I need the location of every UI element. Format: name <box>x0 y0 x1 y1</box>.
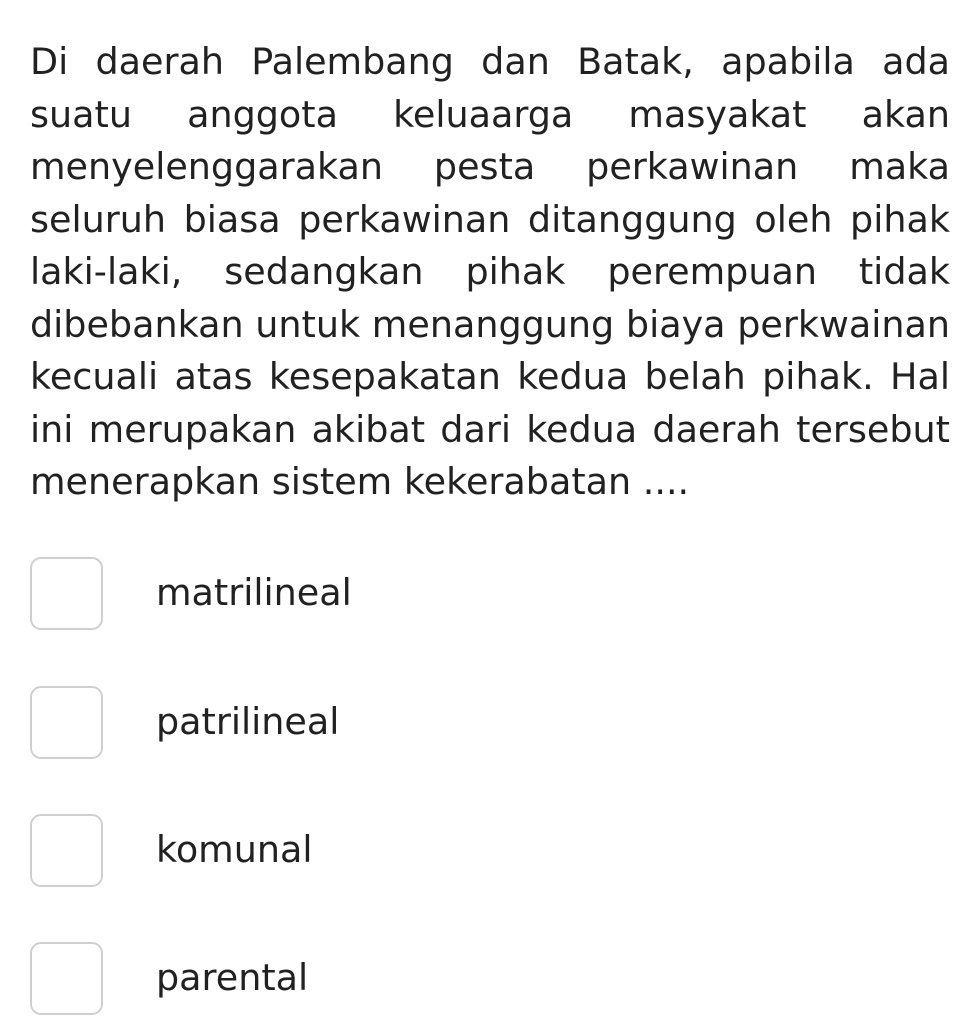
option-patrilineal[interactable] <box>30 683 950 761</box>
checkbox[interactable] <box>30 814 103 887</box>
option-label: komunal <box>156 828 313 871</box>
option-label: matrilineal <box>156 571 352 614</box>
checkbox[interactable] <box>30 557 103 630</box>
option-label: parental <box>156 956 309 999</box>
option-label: patrilineal <box>156 700 340 743</box>
option-komunal[interactable] <box>30 811 950 889</box>
option-parental[interactable] <box>30 939 950 1017</box>
question-text: Di daerah Palembang dan Batak, apabila ada suatu anggota keluaarga masyakat akan menyelenggarakan pesta perkawinan maka seluruh biasa perkawinan ditanggung oleh pihak laki-laki, sedangkan pihak perempuan tidak dibebankan untuk menanggung biaya perkwainan kecuali atas kesepakatan kedua belah pihak. Hal ini merupakan akibat dari kedua daerah tersebut menerapkan sistem kekerabatan .... <box>30 40 950 503</box>
checkbox[interactable] <box>30 942 103 1015</box>
checkbox[interactable] <box>30 686 103 759</box>
option-matrilineal[interactable] <box>30 554 950 632</box>
